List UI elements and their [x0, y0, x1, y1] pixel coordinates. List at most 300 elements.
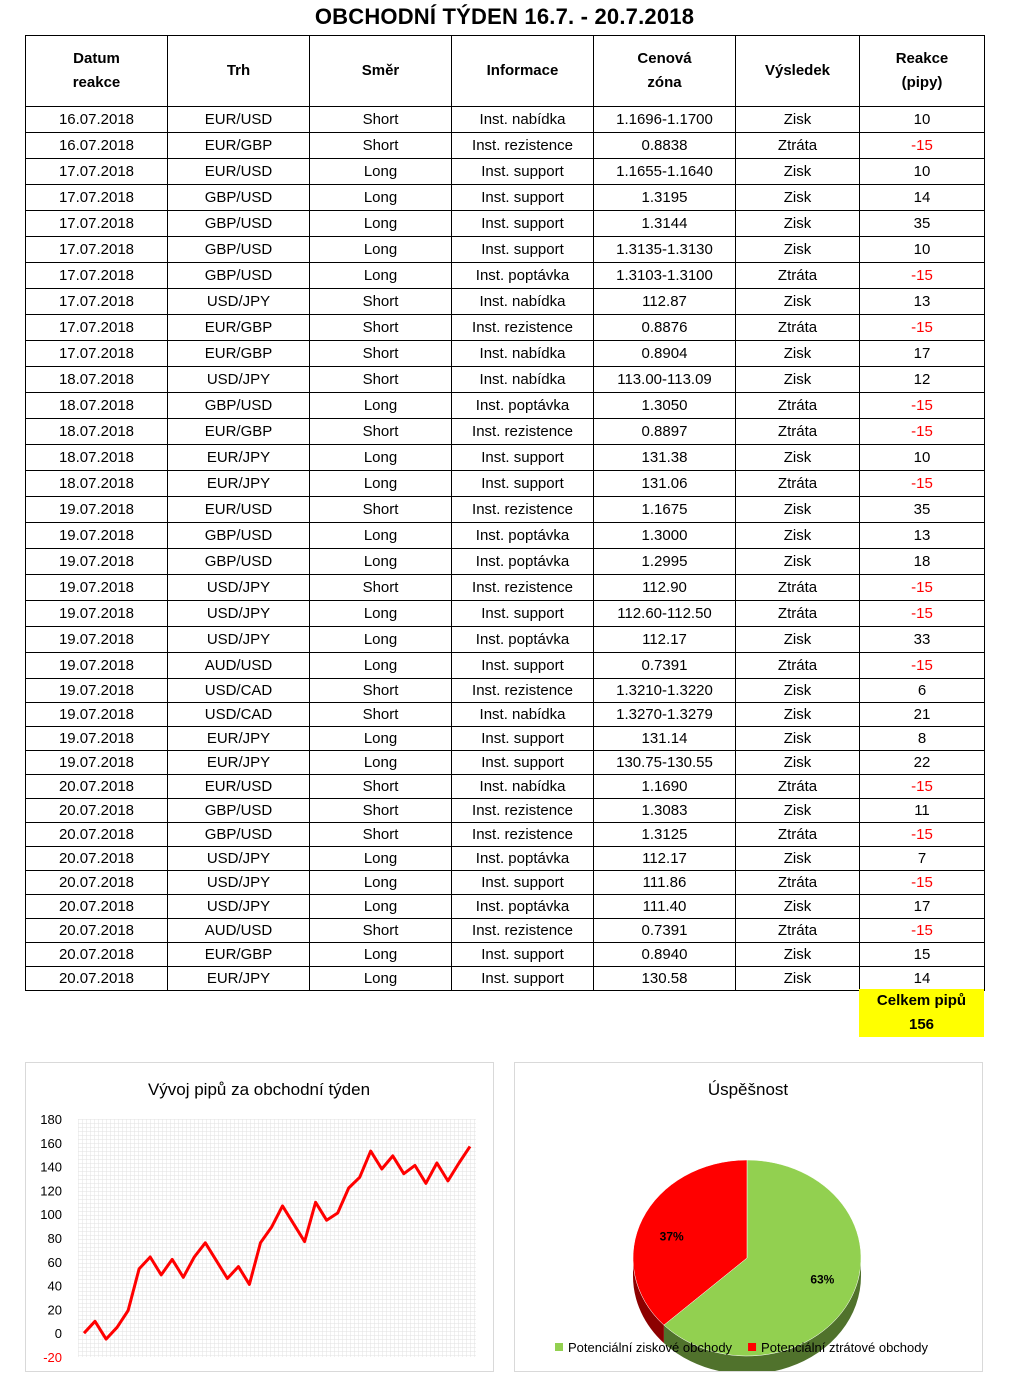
cell-date: 19.07.2018 — [26, 751, 168, 775]
cell-reaction: -15 — [860, 263, 985, 289]
line-chart-plot-area — [78, 1119, 476, 1357]
cell-result: Zisk — [736, 107, 860, 133]
cell-date: 18.07.2018 — [26, 445, 168, 471]
cell-zone: 1.1690 — [594, 775, 736, 799]
pie-chart-title: Úspěšnost — [707, 1080, 789, 1099]
cell-zone: 1.3144 — [594, 211, 736, 237]
cell-info: Inst. nabídka — [452, 341, 594, 367]
table-row — [26, 445, 985, 471]
cell-date: 20.07.2018 — [26, 871, 168, 895]
cell-info: Inst. nabídka — [452, 775, 594, 799]
cell-market: GBP/USD — [168, 237, 310, 263]
cell-market: EUR/JPY — [168, 967, 310, 991]
y-tick-label: 60 — [47, 1254, 62, 1270]
cell-result: Zisk — [736, 211, 860, 237]
cell-market: USD/JPY — [168, 601, 310, 627]
cell-direction: Long — [310, 967, 452, 991]
cell-reaction: 7 — [860, 847, 985, 871]
cell-zone: 112.87 — [594, 289, 736, 315]
cell-direction: Long — [310, 871, 452, 895]
table-row — [26, 367, 985, 393]
cell-direction: Long — [310, 549, 452, 575]
table-row — [26, 211, 985, 237]
cell-date: 19.07.2018 — [26, 727, 168, 751]
cell-date: 19.07.2018 — [26, 653, 168, 679]
cell-reaction: 21 — [860, 703, 985, 727]
cell-info: Inst. rezistence — [452, 419, 594, 445]
cell-result: Ztráta — [736, 315, 860, 341]
success-pie-chart — [514, 1062, 983, 1372]
cell-zone: 113.00-113.09 — [594, 367, 736, 393]
cell-info: Inst. support — [452, 653, 594, 679]
cell-info: Inst. support — [452, 211, 594, 237]
cell-reaction: 11 — [860, 799, 985, 823]
cell-market: EUR/GBP — [168, 315, 310, 341]
cell-date: 16.07.2018 — [26, 107, 168, 133]
cell-reaction: 33 — [860, 627, 985, 653]
cell-market: GBP/USD — [168, 523, 310, 549]
y-tick-label: 160 — [40, 1135, 62, 1151]
col-header-date: Datum reakce — [26, 36, 168, 107]
cell-direction: Short — [310, 703, 452, 727]
cell-info: Inst. support — [452, 185, 594, 211]
cell-result: Zisk — [736, 703, 860, 727]
cell-market: USD/JPY — [168, 627, 310, 653]
y-tick-label: 40 — [47, 1278, 62, 1294]
cell-zone: 131.06 — [594, 471, 736, 497]
y-tick-label: 80 — [47, 1231, 62, 1246]
cell-direction: Short — [310, 679, 452, 703]
cell-zone: 1.3103-1.3100 — [594, 263, 736, 289]
cell-info: Inst. rezistence — [452, 575, 594, 601]
cell-result: Zisk — [736, 341, 860, 367]
cell-reaction: 17 — [860, 895, 985, 919]
cell-zone: 0.8897 — [594, 419, 736, 445]
cell-market: GBP/USD — [168, 185, 310, 211]
cell-info: Inst. support — [452, 237, 594, 263]
cell-direction: Long — [310, 847, 452, 871]
y-tick-label: 0 — [54, 1326, 62, 1342]
table-row — [26, 419, 985, 445]
table-header-row — [26, 36, 985, 107]
cell-result: Zisk — [736, 185, 860, 211]
cell-result: Ztráta — [736, 653, 860, 679]
cell-info: Inst. support — [452, 967, 594, 991]
cell-market: GBP/USD — [168, 263, 310, 289]
table-row — [26, 919, 985, 943]
cell-zone: 1.1655-1.1640 — [594, 159, 736, 185]
line-chart-svg — [26, 1063, 493, 1371]
cell-info: Inst. rezistence — [452, 497, 594, 523]
table-row — [26, 523, 985, 549]
cell-zone: 1.3195 — [594, 185, 736, 211]
cell-date: 19.07.2018 — [26, 601, 168, 627]
cell-date: 18.07.2018 — [26, 393, 168, 419]
cell-reaction: 13 — [860, 523, 985, 549]
cell-zone: 112.17 — [594, 847, 736, 871]
cell-reaction: -15 — [860, 315, 985, 341]
cell-direction: Long — [310, 751, 452, 775]
total-pips-value: 156 — [908, 1016, 935, 1033]
table-row — [26, 471, 985, 497]
cell-reaction: -15 — [860, 919, 985, 943]
table-row — [26, 289, 985, 315]
cell-date: 20.07.2018 — [26, 895, 168, 919]
col-header-reaction: Reakce (pipy) — [860, 36, 985, 107]
cell-reaction: 13 — [860, 289, 985, 315]
cell-date: 20.07.2018 — [26, 823, 168, 847]
table-row — [26, 601, 985, 627]
table-row — [26, 627, 985, 653]
cell-result: Zisk — [736, 847, 860, 871]
cell-reaction: -15 — [860, 419, 985, 445]
table-row — [26, 727, 985, 751]
col-header-direction: Směr — [310, 36, 452, 107]
cell-result: Ztráta — [736, 263, 860, 289]
cell-zone: 111.86 — [594, 871, 736, 895]
cell-market: EUR/JPY — [168, 445, 310, 471]
table-row — [26, 967, 985, 991]
cell-reaction: 35 — [860, 497, 985, 523]
cell-reaction: 12 — [860, 367, 985, 393]
legend-label: Potenciální ztrátové obchody — [761, 1340, 928, 1355]
cell-reaction: 17 — [860, 341, 985, 367]
cell-direction: Long — [310, 727, 452, 751]
cell-direction: Short — [310, 799, 452, 823]
cell-market: USD/CAD — [168, 703, 310, 727]
cell-result: Zisk — [736, 237, 860, 263]
cell-market: EUR/USD — [168, 107, 310, 133]
cell-market: USD/JPY — [168, 575, 310, 601]
cell-info: Inst. support — [452, 751, 594, 775]
cell-result: Zisk — [736, 367, 860, 393]
cell-result: Ztráta — [736, 133, 860, 159]
cell-result: Zisk — [736, 727, 860, 751]
cell-result: Ztráta — [736, 823, 860, 847]
cell-date: 19.07.2018 — [26, 679, 168, 703]
cell-reaction: 10 — [860, 107, 985, 133]
table-row — [26, 751, 985, 775]
cell-zone: 1.3210-1.3220 — [594, 679, 736, 703]
cell-direction: Short — [310, 497, 452, 523]
cell-direction: Short — [310, 341, 452, 367]
cell-result: Ztráta — [736, 919, 860, 943]
table-row — [26, 549, 985, 575]
cell-date: 17.07.2018 — [26, 289, 168, 315]
cell-zone: 1.3000 — [594, 523, 736, 549]
cell-direction: Long — [310, 601, 452, 627]
cell-date: 20.07.2018 — [26, 847, 168, 871]
cell-reaction: -15 — [860, 871, 985, 895]
cell-direction: Long — [310, 653, 452, 679]
table-row — [26, 159, 985, 185]
cell-market: AUD/USD — [168, 653, 310, 679]
cell-direction: Short — [310, 575, 452, 601]
cell-direction: Short — [310, 775, 452, 799]
cell-info: Inst. nabídka — [452, 107, 594, 133]
table-row — [26, 943, 985, 967]
table-row — [26, 679, 985, 703]
cell-reaction: 10 — [860, 237, 985, 263]
cell-market: GBP/USD — [168, 549, 310, 575]
cell-result: Ztráta — [736, 775, 860, 799]
y-tick-label: 180 — [40, 1112, 62, 1127]
cell-direction: Long — [310, 159, 452, 185]
cell-reaction: -15 — [860, 471, 985, 497]
table-row — [26, 799, 985, 823]
cell-reaction: -15 — [860, 601, 985, 627]
cell-zone: 131.38 — [594, 445, 736, 471]
cell-reaction: 6 — [860, 679, 985, 703]
col-header-zone: Cenová zóna — [594, 36, 736, 107]
cell-market: USD/JPY — [168, 895, 310, 919]
cell-date: 18.07.2018 — [26, 367, 168, 393]
cell-direction: Long — [310, 627, 452, 653]
cell-result: Ztráta — [736, 471, 860, 497]
table-row — [26, 393, 985, 419]
cell-zone: 131.14 — [594, 727, 736, 751]
cell-reaction: -15 — [860, 393, 985, 419]
cell-market: EUR/USD — [168, 775, 310, 799]
cell-reaction: 14 — [860, 967, 985, 991]
legend-label: Potenciální ziskové obchody — [568, 1340, 733, 1355]
cell-reaction: -15 — [860, 775, 985, 799]
col-header-market: Trh — [168, 36, 310, 107]
cell-zone: 1.3083 — [594, 799, 736, 823]
cell-date: 18.07.2018 — [26, 419, 168, 445]
cell-market: EUR/JPY — [168, 727, 310, 751]
cell-reaction: -15 — [860, 133, 985, 159]
cell-info: Inst. rezistence — [452, 315, 594, 341]
cell-zone: 1.3135-1.3130 — [594, 237, 736, 263]
cell-info: Inst. nabídka — [452, 367, 594, 393]
cell-market: USD/JPY — [168, 367, 310, 393]
cell-zone: 0.7391 — [594, 919, 736, 943]
cell-market: EUR/GBP — [168, 133, 310, 159]
table-row — [26, 185, 985, 211]
cell-direction: Long — [310, 211, 452, 237]
cell-market: GBP/USD — [168, 799, 310, 823]
cell-zone: 0.8838 — [594, 133, 736, 159]
table-row — [26, 703, 985, 727]
total-pips-label: Celkem pipů — [876, 992, 967, 1009]
cell-date: 20.07.2018 — [26, 967, 168, 991]
table-row — [26, 653, 985, 679]
cell-zone: 1.1675 — [594, 497, 736, 523]
page-title: OBCHODNÍ TÝDEN 16.7. - 20.7.2018 — [314, 4, 695, 29]
cell-market: AUD/USD — [168, 919, 310, 943]
cell-direction: Long — [310, 943, 452, 967]
total-pips-box — [859, 989, 984, 1037]
y-tick-label: 120 — [40, 1183, 62, 1199]
cell-direction: Long — [310, 263, 452, 289]
cell-direction: Short — [310, 419, 452, 445]
cell-zone: 111.40 — [594, 895, 736, 919]
cell-date: 19.07.2018 — [26, 549, 168, 575]
cell-zone: 1.3270-1.3279 — [594, 703, 736, 727]
cell-result: Zisk — [736, 445, 860, 471]
cell-market: EUR/JPY — [168, 471, 310, 497]
cell-direction: Long — [310, 895, 452, 919]
cell-info: Inst. rezistence — [452, 823, 594, 847]
table-row — [26, 895, 985, 919]
cell-info: Inst. poptávka — [452, 393, 594, 419]
trades-table — [25, 35, 985, 991]
cell-date: 17.07.2018 — [26, 263, 168, 289]
cell-date: 17.07.2018 — [26, 315, 168, 341]
cell-zone: 112.17 — [594, 627, 736, 653]
cell-info: Inst. support — [452, 445, 594, 471]
cell-date: 17.07.2018 — [26, 237, 168, 263]
cell-date: 16.07.2018 — [26, 133, 168, 159]
cell-date: 19.07.2018 — [26, 575, 168, 601]
cell-date: 20.07.2018 — [26, 775, 168, 799]
cell-direction: Short — [310, 289, 452, 315]
table-row — [26, 315, 985, 341]
cell-zone: 1.2995 — [594, 549, 736, 575]
cell-info: Inst. rezistence — [452, 799, 594, 823]
cell-direction: Short — [310, 133, 452, 159]
cell-zone: 0.8904 — [594, 341, 736, 367]
table-row — [26, 575, 985, 601]
y-tick-label: 140 — [40, 1159, 62, 1175]
cell-date: 17.07.2018 — [26, 341, 168, 367]
cell-direction: Long — [310, 471, 452, 497]
cell-market: EUR/JPY — [168, 751, 310, 775]
cell-info: Inst. poptávka — [452, 263, 594, 289]
cell-info: Inst. support — [452, 471, 594, 497]
table-row — [26, 847, 985, 871]
cell-reaction: 15 — [860, 943, 985, 967]
cell-date: 19.07.2018 — [26, 703, 168, 727]
cell-market: USD/JPY — [168, 289, 310, 315]
cell-info: Inst. support — [452, 601, 594, 627]
cell-market: USD/CAD — [168, 679, 310, 703]
legend-swatch — [555, 1343, 563, 1351]
cell-direction: Short — [310, 315, 452, 341]
cell-zone: 0.8940 — [594, 943, 736, 967]
pips-line-chart — [25, 1062, 494, 1372]
cell-zone: 130.58 — [594, 967, 736, 991]
cell-date: 19.07.2018 — [26, 523, 168, 549]
col-header-info: Informace — [452, 36, 594, 107]
cell-date: 17.07.2018 — [26, 211, 168, 237]
table-row — [26, 497, 985, 523]
cell-date: 18.07.2018 — [26, 471, 168, 497]
table-row — [26, 237, 985, 263]
line-chart-title: Vývoj pipů za obchodní týden — [147, 1080, 371, 1099]
cell-direction: Long — [310, 523, 452, 549]
cell-result: Ztráta — [736, 601, 860, 627]
cell-market: EUR/USD — [168, 497, 310, 523]
cell-info: Inst. poptávka — [452, 549, 594, 575]
cell-reaction: 10 — [860, 445, 985, 471]
cell-market: GBP/USD — [168, 823, 310, 847]
table-row — [26, 871, 985, 895]
cell-result: Ztráta — [736, 393, 860, 419]
cell-zone: 112.60-112.50 — [594, 601, 736, 627]
cell-direction: Long — [310, 237, 452, 263]
cell-reaction: -15 — [860, 575, 985, 601]
cell-info: Inst. nabídka — [452, 289, 594, 315]
cell-market: USD/JPY — [168, 871, 310, 895]
cell-result: Zisk — [736, 679, 860, 703]
cell-result: Zisk — [736, 751, 860, 775]
y-tick-label: 100 — [40, 1207, 62, 1223]
cell-reaction: 14 — [860, 185, 985, 211]
cell-direction: Long — [310, 445, 452, 471]
cell-reaction: 18 — [860, 549, 985, 575]
cell-info: Inst. rezistence — [452, 919, 594, 943]
cell-date: 20.07.2018 — [26, 919, 168, 943]
cell-result: Ztráta — [736, 871, 860, 895]
cell-reaction: 35 — [860, 211, 985, 237]
cell-result: Zisk — [736, 895, 860, 919]
cell-info: Inst. support — [452, 943, 594, 967]
cell-market: GBP/USD — [168, 393, 310, 419]
cell-date: 17.07.2018 — [26, 159, 168, 185]
y-tick-label: 20 — [47, 1302, 62, 1318]
table-row — [26, 133, 985, 159]
cell-reaction: -15 — [860, 823, 985, 847]
pie-data-label: 63% — [810, 1272, 835, 1287]
cell-date: 20.07.2018 — [26, 943, 168, 967]
cell-reaction: -15 — [860, 653, 985, 679]
cell-zone: 112.90 — [594, 575, 736, 601]
cell-info: Inst. poptávka — [452, 627, 594, 653]
pie-data-label: 37% — [659, 1229, 684, 1244]
table-row — [26, 107, 985, 133]
cell-date: 20.07.2018 — [26, 799, 168, 823]
cell-result: Zisk — [736, 967, 860, 991]
cell-market: GBP/USD — [168, 211, 310, 237]
cell-info: Inst. support — [452, 159, 594, 185]
table-row — [26, 341, 985, 367]
cell-date: 17.07.2018 — [26, 185, 168, 211]
cell-result: Zisk — [736, 497, 860, 523]
cell-market: EUR/GBP — [168, 943, 310, 967]
cell-info: Inst. poptávka — [452, 847, 594, 871]
cell-zone: 1.1696-1.1700 — [594, 107, 736, 133]
cell-result: Zisk — [736, 799, 860, 823]
y-tick-label: -20 — [43, 1350, 62, 1365]
legend-swatch — [748, 1343, 756, 1351]
cell-direction: Long — [310, 185, 452, 211]
cell-info: Inst. rezistence — [452, 679, 594, 703]
cell-result: Zisk — [736, 159, 860, 185]
cell-direction: Short — [310, 107, 452, 133]
cell-result: Zisk — [736, 523, 860, 549]
cell-result: Zisk — [736, 943, 860, 967]
cell-direction: Short — [310, 823, 452, 847]
cell-reaction: 10 — [860, 159, 985, 185]
cell-zone: 0.7391 — [594, 653, 736, 679]
cell-market: EUR/GBP — [168, 341, 310, 367]
cell-market: USD/JPY — [168, 847, 310, 871]
cell-result: Ztráta — [736, 575, 860, 601]
cell-market: EUR/USD — [168, 159, 310, 185]
cell-info: Inst. nabídka — [452, 703, 594, 727]
table-row — [26, 775, 985, 799]
cell-market: EUR/GBP — [168, 419, 310, 445]
cell-direction: Short — [310, 919, 452, 943]
col-header-result: Výsledek — [736, 36, 860, 107]
cell-result: Zisk — [736, 549, 860, 575]
cell-info: Inst. support — [452, 727, 594, 751]
cell-date: 19.07.2018 — [26, 497, 168, 523]
cell-direction: Short — [310, 367, 452, 393]
pie-chart-svg — [515, 1063, 982, 1371]
